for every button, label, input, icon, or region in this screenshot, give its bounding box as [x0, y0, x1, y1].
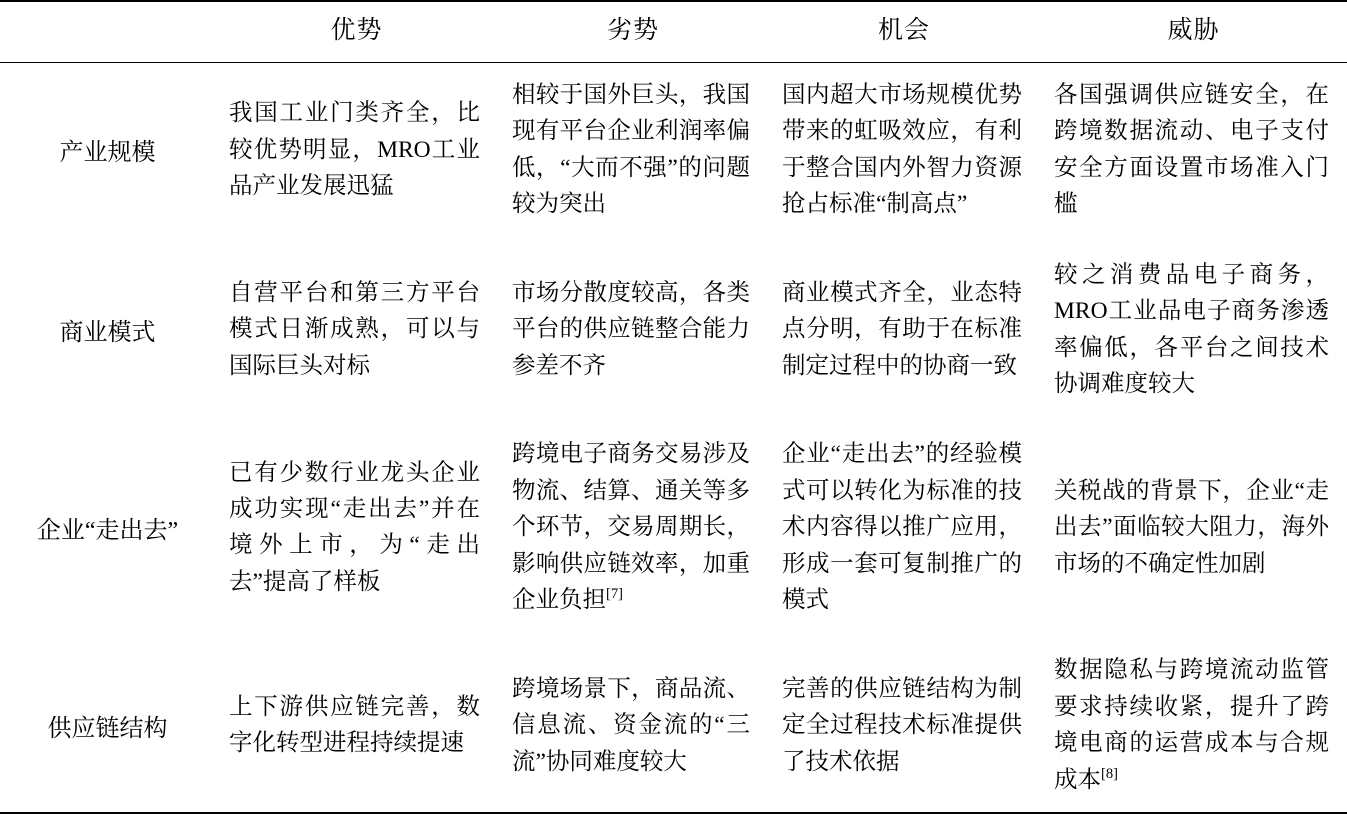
column-header-weaknesses: 劣势 — [606, 17, 659, 44]
cell-threat: 较之消费品电子商务，MRO工业品电子商务渗透率偏低，各平台之间技术协调难度较大 — [1054, 261, 1329, 397]
column-header-strengths: 优势 — [330, 17, 383, 44]
column-header-threats: 威胁 — [1167, 17, 1220, 44]
cell-opportunity: 商业模式齐全，业态特点分明，有助于在标准制定过程中的协商一致 — [782, 279, 1022, 379]
table-body — [0, 63, 1347, 814]
cell-threat: 各国强调供应链安全，在跨境数据流动、电子支付安全方面设置市场准入门槛 — [1054, 82, 1329, 218]
table-head — [0, 1, 1347, 63]
column-header-blank — [0, 1, 215, 63]
column-header-opportunities: 机会 — [877, 17, 930, 44]
row-label: 产业规模 — [59, 140, 156, 167]
cell-weakness: 跨境电子商务交易涉及物流、结算、通关等多个环节，交易周期长，影响供应链效率，加重企业负担[7] — [512, 441, 750, 614]
cell-opportunity: 企业“走出去”的经验模式可以转化为标准的技术内容得以推广应用，形成一套可复制推广的模式 — [782, 441, 1022, 614]
table-row — [0, 638, 1347, 813]
cell-strength: 已有少数行业龙头企业成功实现“走出去”并在境外上市，为“走出去”提高了样板 — [229, 459, 480, 595]
table-row — [0, 63, 1347, 237]
cell-strength: 我国工业门类齐全，比较优势明显，MRO工业品产业发展迅猛 — [229, 100, 480, 200]
row-label: 供应链结构 — [0, 638, 215, 813]
row-label: 商业模式 — [59, 320, 156, 347]
table-row — [0, 243, 1347, 417]
table-row — [0, 422, 1347, 632]
cell-opportunity: 国内超大市场规模优势带来的虹吸效应，有利于整合国内外智力资源抢占标准“制高点” — [782, 82, 1022, 218]
cell-weakness: 跨境场景下，商品流、信息流、资金流的“三流”协同难度较大 — [498, 638, 768, 813]
cell-strength: 自营平台和第三方平台模式日渐成熟，可以与国际巨头对标 — [229, 279, 480, 379]
cell-weakness: 市场分散度较高，各类平台的供应链整合能力参差不齐 — [512, 279, 750, 379]
table-header-row — [0, 1, 1347, 63]
row-label: 企业“走出去” — [36, 517, 179, 544]
cell-threat: 数据隐私与跨境流动监管要求持续收紧，提升了跨境电商的运营成本与合规成本[8] — [1040, 638, 1347, 813]
cell-weakness: 相较于国外巨头，我国现有平台企业利润率偏低，“大而不强”的问题较为突出 — [512, 82, 750, 218]
cell-strength: 上下游供应链完善，数字化转型进程持续提速 — [215, 638, 498, 813]
cell-opportunity: 完善的供应链结构为制定全过程技术标准提供了技术依据 — [768, 638, 1040, 813]
cell-threat: 关税战的背景下，企业“走出去”面临较大阻力，海外市场的不确定性加剧 — [1054, 477, 1329, 577]
